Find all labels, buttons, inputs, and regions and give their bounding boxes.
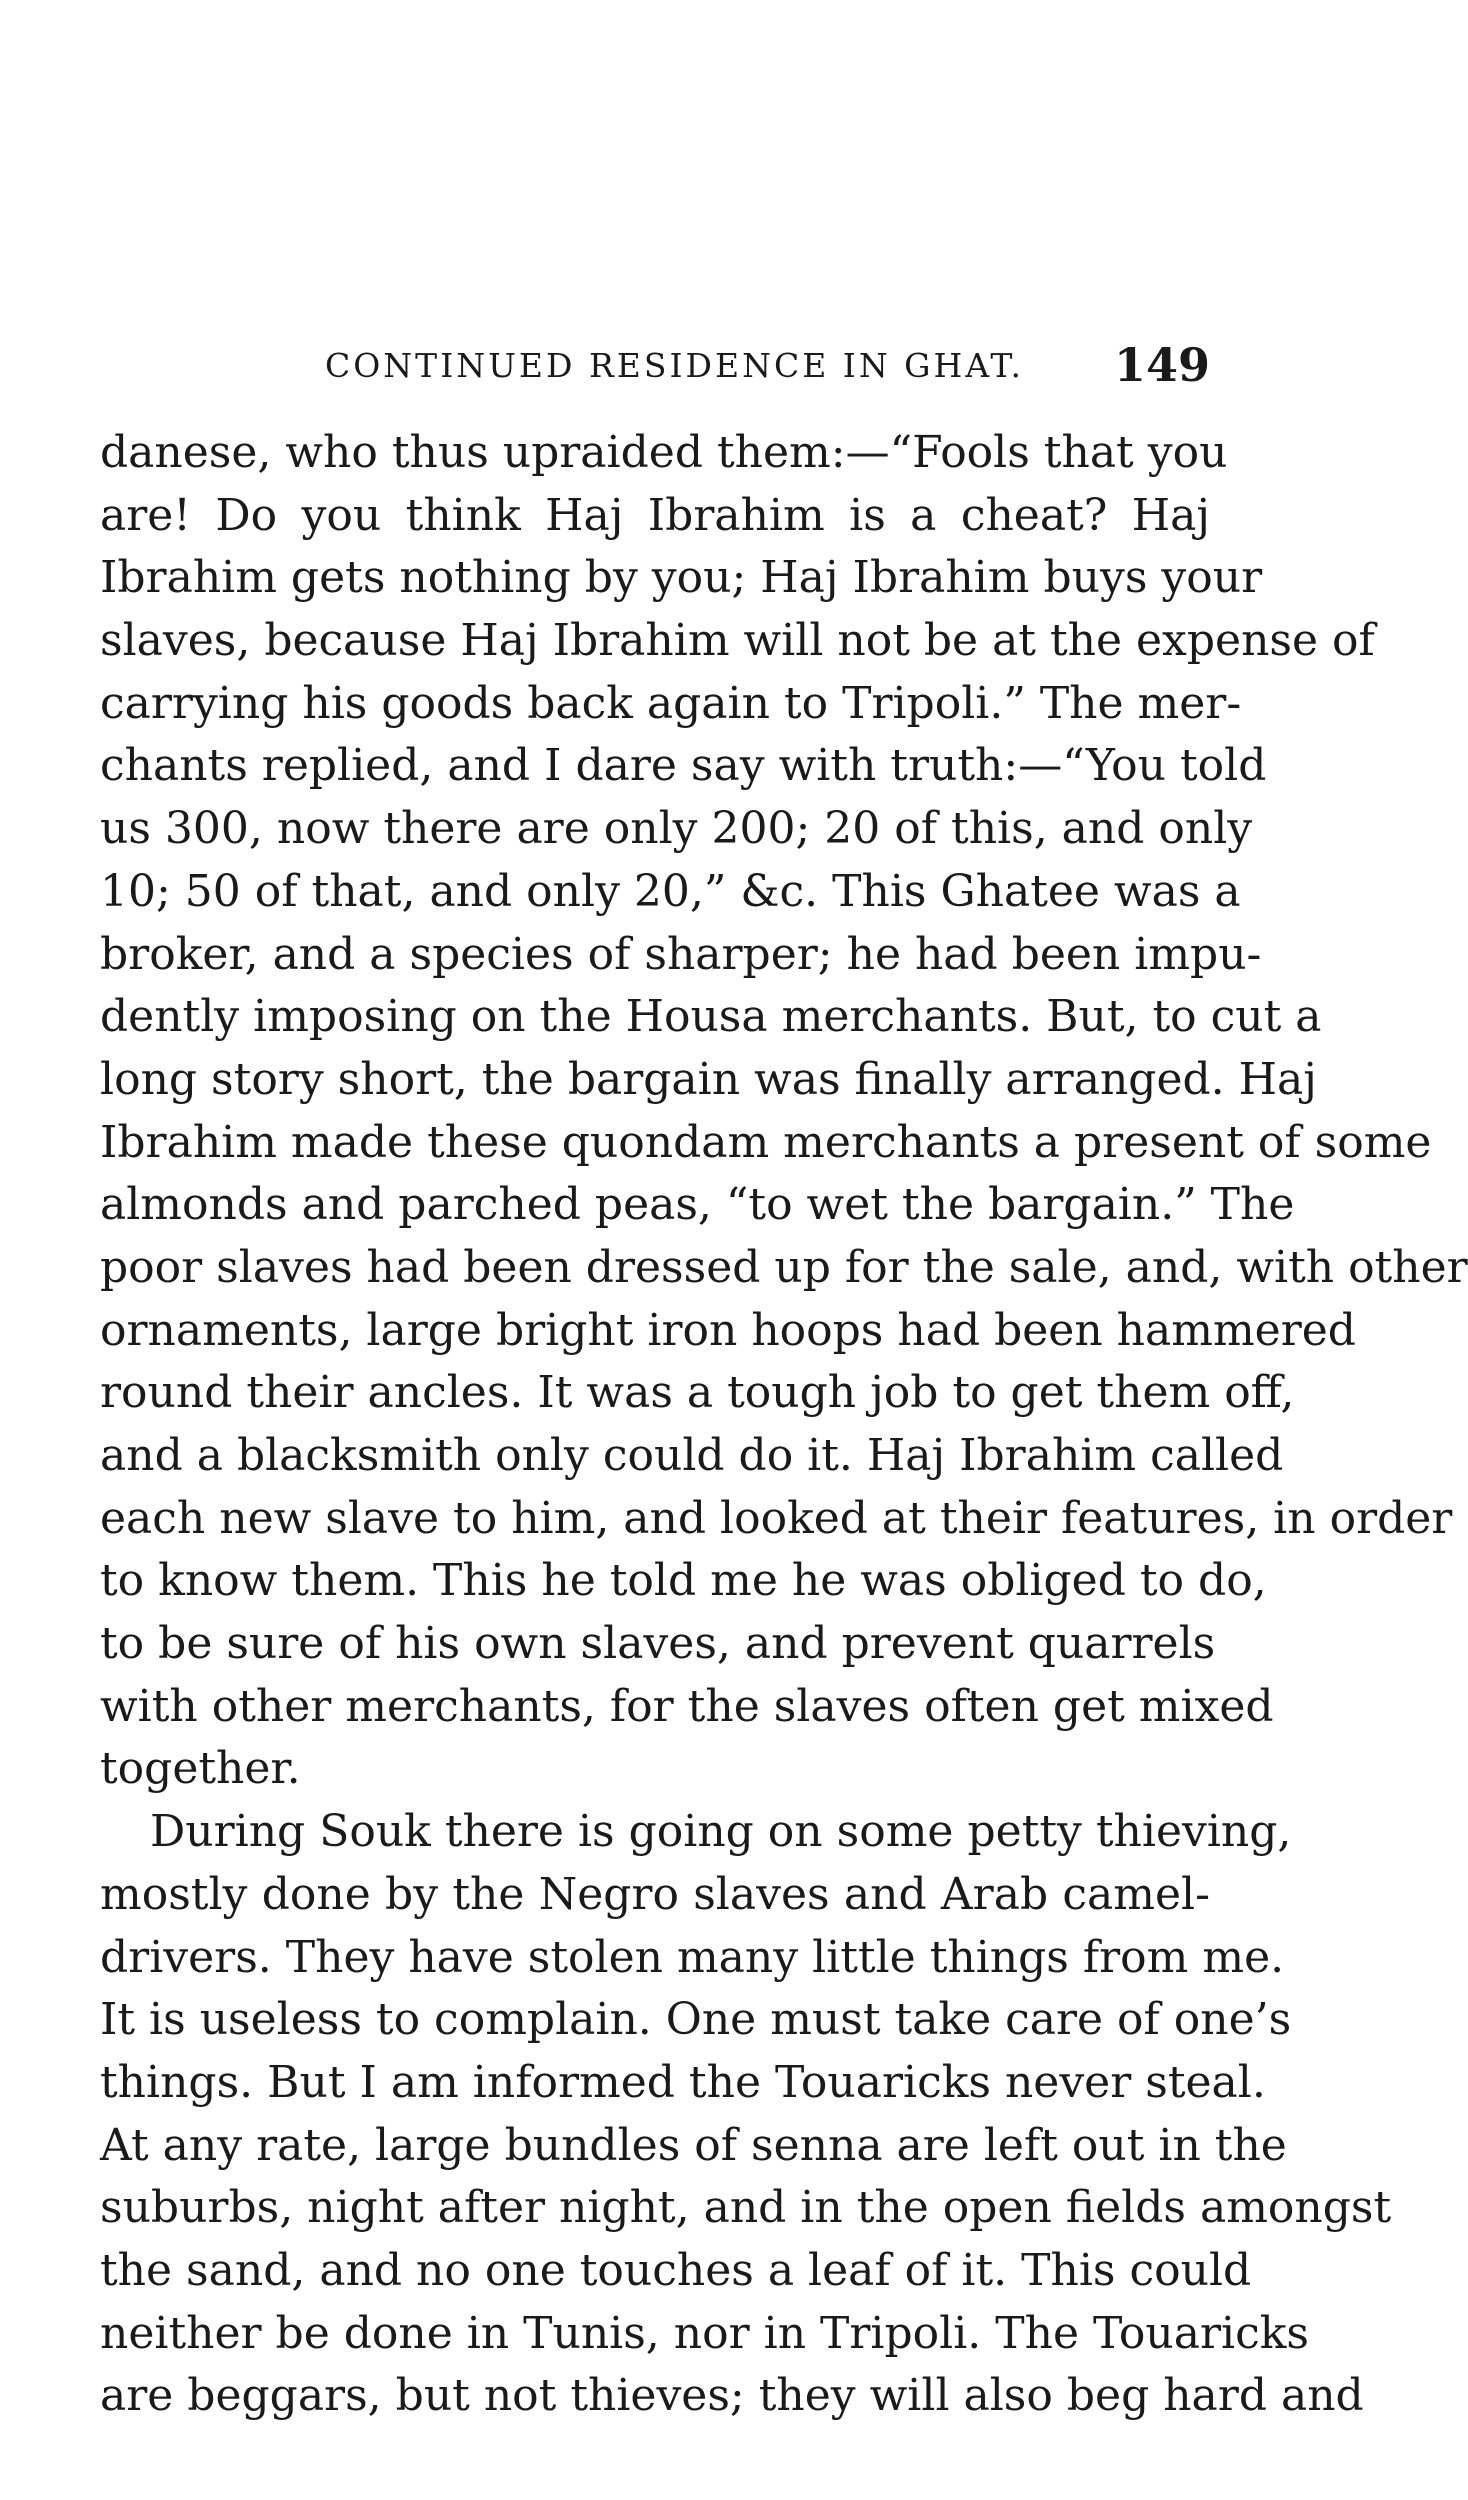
text-line: to know them. This he told me he was obliged to do, — [100, 1555, 1267, 1607]
running-head: CONTINUED RESIDENCE IN GHAT. — [325, 346, 1024, 385]
text-line: each new slave to him, and looked at their features, in order — [100, 1492, 1453, 1544]
text-line: are! Do you think Haj Ibrahim is a cheat? Haj — [100, 489, 1210, 541]
text-line: danese, who thus upraided them:—“Fools that you — [100, 427, 1228, 478]
text-line: At any rate, large bundles of senna are left out in the — [100, 2119, 1287, 2171]
text-line: the sand, and no one touches a leaf of it. This could — [100, 2244, 1252, 2296]
page-number: 149 — [1113, 338, 1210, 392]
text-line: ornaments, large bright iron hoops had been hammered — [100, 1304, 1356, 1356]
text-line: neither be done in Tunis, nor in Tripoli. The Touaricks — [100, 2307, 1309, 2359]
text-line: Ibrahim made these quondam merchants a present of some — [100, 1116, 1432, 1168]
paragraph-end-line: together. — [100, 1743, 301, 1795]
text-line: It is useless to complain. One must take care of one’s — [100, 1994, 1292, 2046]
text-line: round their ancles. It was a tough job to get them off, — [100, 1367, 1295, 1419]
text-line: with other merchants, for the slaves often get mixed — [100, 1680, 1274, 1732]
text-line: suburbs, night after night, and in the open fields amongst — [100, 2182, 1392, 2234]
text-line: mostly done by the Negro slaves and Arab camel- — [100, 1868, 1210, 1920]
text-line: poor slaves had been dressed up for the sale, and, with other — [100, 1241, 1468, 1293]
paragraph-start-line: During Souk there is going on some petty thieving, — [150, 1806, 1292, 1858]
text-line: us 300, now there are only 200; 20 of this, and only — [100, 803, 1253, 855]
text-line: almonds and parched peas, “to wet the bargain.” The — [100, 1179, 1295, 1231]
text-line: Ibrahim gets nothing by you; Haj Ibrahim buys your — [100, 552, 1263, 604]
body-text — [100, 422, 1468, 2428]
text-line: slaves, because Haj Ibrahim will not be at the expense of — [100, 615, 1375, 667]
text-line: dently imposing on the Housa merchants. But, to cut a — [100, 991, 1322, 1043]
text-line: long story short, the bargain was finally arranged. Haj — [100, 1053, 1317, 1105]
text-line: are beggars, but not thieves; they will also beg hard and — [100, 2370, 1364, 2422]
text-line: chants replied, and I dare say with truth:—“You told — [100, 740, 1267, 792]
text-line: to be sure of his own slaves, and prevent quarrels — [100, 1618, 1216, 1670]
text-line: broker, and a species of sharper; he had been impu- — [100, 928, 1262, 980]
text-line: drivers. They have stolen many little things from me. — [100, 1931, 1285, 1983]
text-line: carrying his goods back again to Tripoli.” The mer- — [100, 677, 1242, 729]
text-line: and a blacksmith only could do it. Haj Ibrahim called — [100, 1430, 1284, 1481]
text-line: 10; 50 of that, and only 20,” &c. This Ghatee was a — [100, 865, 1241, 917]
text-line: things. But I am informed the Touaricks never steal. — [100, 2056, 1266, 2108]
page-header — [100, 340, 1210, 400]
